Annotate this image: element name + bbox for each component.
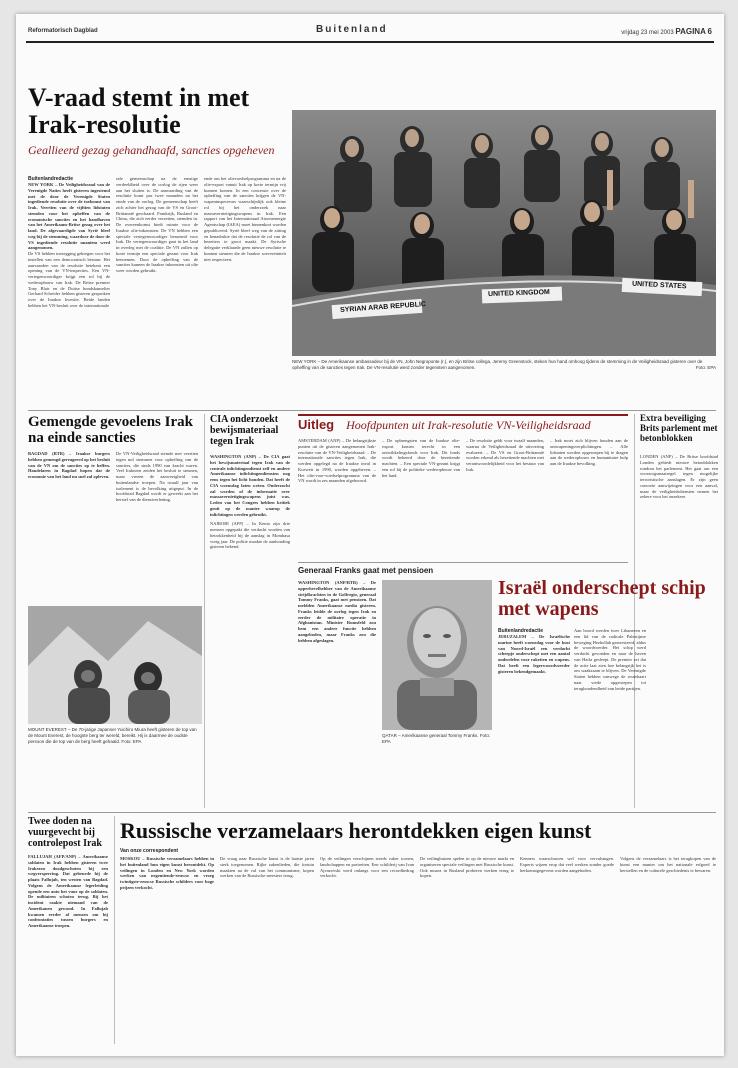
everest-photo-image bbox=[28, 606, 202, 724]
brits-headline: Extra beveiliging Brits parlement met betonblokken bbox=[640, 413, 718, 443]
security-council-photo-image bbox=[292, 110, 716, 356]
everest-photo bbox=[28, 606, 202, 724]
column-rule bbox=[204, 414, 205, 808]
photo-credit: Foto: EPA bbox=[695, 364, 716, 370]
section-title: Buitenland bbox=[316, 24, 388, 35]
everest-caption bbox=[28, 727, 202, 745]
lead-column-2 bbox=[116, 176, 198, 406]
russen-headline: Russische verzamelaars herontdekken eigen kunst bbox=[120, 818, 592, 843]
page-number: 6 bbox=[707, 27, 712, 36]
franks-photo-image bbox=[382, 580, 492, 730]
franks-photo bbox=[382, 580, 492, 730]
russen-text-5: Kenners waarschuwen wel voor vervalsingen. Experts wijzen erop dat veel werken zonder goede herkomstgegevens worden aangeboden. bbox=[520, 856, 614, 873]
everest-credit: Foto: EPA bbox=[121, 738, 142, 744]
lead-body-3: ende om het olievoedselprogramma en na de olie-export vanuit Irak op korte termijn vrij kunnen komen. In een concessie over de opheffing van de sancties krijgen de VN-wapeninspecteurs waarschijnlijk ook kleine rol bij het onderzoek naar massavernietigingswapens in Irak. Een rapport van het Internationaal Atoomenergie Agentschap (IAEA) moet binnenkort worden gepubliceerd. Syrië bleef weg van de zitting en benadrukte dat de resolutie de rol van de bezetters te groot maakt. De Syrische delegatie verklaarde geen nieuwe resolutie te kunnen steunen die de Iraakse soevereiniteit niet respecteert. bbox=[204, 176, 286, 262]
divider bbox=[28, 812, 716, 813]
franks-photo-caption bbox=[382, 733, 492, 745]
uitleg-text-4: – Irak moet zich blijven houden aan de ontwapeningsverplichtingen. – Alle lidstaten worden opgeroepen bij te dragen aan de wederopbouw en humanitaire hulp aan de Iraakse bevolking. bbox=[550, 438, 628, 466]
russen-column-6 bbox=[620, 856, 716, 1044]
gevoelens-column-1 bbox=[28, 451, 110, 599]
russen-text-4: De veilinghuizen spelen in op de nieuwe markt en organiseren speciale veilingen met Russische kunst. Ook musea in Rusland proberen werken terug te kopen. bbox=[420, 856, 514, 879]
israel-column-1 bbox=[498, 628, 570, 808]
everest-caption-text: MOUNT EVEREST – De 70-jarige Japanner Yuichiro Miura heeft gisteren de top van de Mount Everest, de hoogste berg ter wereld, bereikt. Hij is daarmee de oudste persoon die de top van de berg heeft gehaald. bbox=[28, 727, 197, 744]
russen-text-1: MOSKOU – Russische verzamelaars hebben in het buitenland hun eigen kunst herontdekt. Op veilingen in Londen en New York worden werken van negentiende-eeuwse en vroeg twintigste-eeuwse Russische schilders voor hoge prijzen verkocht. bbox=[120, 856, 214, 890]
doden-column bbox=[28, 854, 108, 1044]
russen-column-5 bbox=[520, 856, 614, 1044]
russen-column-2 bbox=[220, 856, 314, 1044]
brits-body: LONDEN (ANP) – De Britse hoofdstad Londen gebiedt nieuwe betonblokken rondom het parlement. Het gaat om een voorzorgsmaatregel tegen mogelijke terroristische aanslagen. Er zijn geen concrete aanwijzingen voor een aanval, maar de veiligheidsdiensten nemen het zekere voor het onzekere. bbox=[640, 454, 718, 500]
security-council-photo bbox=[292, 110, 716, 356]
photo-caption-text: NEW YORK – De Amerikaanse ambassadeur bij de VN, John Negroponte (r.), en zijn Britse collega, Jeremy Greenstock, steken hun hand omhoog tijdens de stemming in de Veiligheidsraad gisteren over de opheffing van de sancties tegen Irak. De VN-resolutie werd zonder tegenstem aangenomen. bbox=[292, 359, 703, 370]
russen-text-6: Volgens de verzamelaars is het terugkopen van de kunst een manier om het nationale erfgoed te herstellen en de culturele geschiedenis te bewaren. bbox=[620, 856, 716, 873]
russen-byline: Van onze correspondent bbox=[120, 848, 179, 854]
russen-column-1 bbox=[120, 856, 214, 1044]
franks-photo-credit: Foto: EPA bbox=[382, 733, 491, 744]
desk-label-us: UNITED STATES bbox=[631, 280, 687, 291]
lead-body-2: rale gemeenschap na de ernstige verdeeldheid over de oorlog de rijen weer aan het sluiten is. De aanvaarding van de resolutie komt pas twee maanden na het einde van de oorlog. De gemeenschap heeft zich achter het gezag van de VS en Groot-Brittannië geschaard. Frankrijk, Rusland en China, die zich eerder verzetten, stemden in. De overeenkomst biedt ruimte voor de Iraakse olie-inkomsten. De VN hebben een speciale vertegenwoordiger benoemd voor Irak. De vertegenwoordiger gaat in het land in overleg met de coalitie. De VN zullen op korte termijn een speciale gezant voor Irak benoemen. Door de opheffing van de sancties kunnen de Iraakse inkomsten uit olie weer worden gebruikt. bbox=[116, 176, 198, 273]
column-rule bbox=[114, 816, 115, 1044]
franks-headline: Generaal Franks gaat met pensioen bbox=[298, 566, 434, 575]
uitleg-tag: Uitleg bbox=[298, 417, 335, 432]
uitleg-text-3: – De resolutie geldt voor twaalf maanden, waarna de Veiligheidsraad de uitvoering evalueert. – De VS en Groot-Brittannië worden erkend als bezettende machten met verantwoordelijkheid voor het bestuur van Irak. bbox=[466, 438, 544, 472]
uitleg-column-2 bbox=[382, 438, 460, 558]
uitleg-column-4 bbox=[550, 438, 628, 558]
uitleg-column-1 bbox=[298, 438, 376, 558]
lead-column-1 bbox=[28, 176, 110, 406]
gevoelens-body: De VN-Veiligheidsraad stemde met veertien tegen nul stemmen voor opheffing van de sancties, die sinds 1990 van kracht waren. Veel Irakezen zeiden het besluit te steunen, maar vrezen de aanwezigheid van buitenlandse troepen. Na twaalf jaar van isolement is de bevolking uitgeput. In de hoofdstad Bagdad wordt er gewerkt aan het herstel van de dienstverlening. bbox=[116, 451, 198, 502]
uitleg-column-3 bbox=[466, 438, 544, 558]
israel-column-2 bbox=[574, 628, 646, 808]
uitleg-banner bbox=[298, 414, 628, 436]
lead-column-3 bbox=[204, 176, 286, 406]
desk-label-syria: SYRIAN ARAB REPUBLIC bbox=[339, 301, 427, 314]
gevoelens-headline: Gemengde gevoelens Irak na einde sancties bbox=[28, 414, 193, 447]
russen-text-2: De vraag naar Russische kunst is de laatste jaren sterk toegenomen. Rijke zakenlieden, die fortuin maakten na de val van het communisme, kopen werken van de Russische meesters terug. bbox=[220, 856, 314, 879]
cia-column bbox=[210, 454, 290, 754]
cia-body: WASHINGTON (ANP) – De CIA gaat het bewijsmateriaal tegen Irak van de centrale inlichtingendienst zelf en andere Amerikaanse inlichtingendiensten nog eens tegen het licht houden. Dat heeft de CIA woensdag laten weten. Onderzocht zal worden of de informatie over massavernietigingswapens juist was. Leden van het Congres hebben kritiek geuit op de manier waarop de inlichtingen werden gebruikt. bbox=[210, 454, 290, 517]
divider bbox=[298, 562, 628, 563]
date-and-page bbox=[621, 27, 712, 36]
doden-body: FALLUJAH (AFP/ANP) – Amerikaanse soldaten in Irak hebben gisteren twee Irakezen doodgeschoten bij een wegversperring. Dat gebeurde bij de plaats Fallujah, ten westen van Bagdad. Volgens de Amerikaanse legerleiding opende een auto het vuur op de soldaten. De militairen schoten terug. Bij het incident raakte niemand van de Amerikanen gewond. In Fallujah kwamen eerder al mensen om bij confrontaties tussen burgers en Amerikaanse troepen. bbox=[28, 854, 108, 928]
franks-body: WASHINGTON (ANP/RTR) – De opperbevelhebber van de Amerikaanse strijdkrachten in de Golfregio, generaal Tommy Franks, gaat met pensioen. Dat meldden Amerikaanse media gisteren. Franks leidde de oorlog tegen Irak en eerder de militaire operatie in Afghanistan. Minister Rumsfeld zou hem een andere functie hebben aangeboden, maar Franks zou die hebben afgeslagen. bbox=[298, 580, 376, 643]
nairobi-body: NAIROBI (AFP) – In Kenia zijn drie mensen opgepakt die verdacht worden van betrokkenheid bij de aanslag in Mombasa vorig jaar. De politie maakte de aanhouding gisteren bekend. bbox=[210, 521, 290, 550]
lead-byline: Buitenlandredactie bbox=[28, 176, 74, 182]
uitleg-title: Hoofdpunten uit Irak-resolutie VN-Veiligheidsraad bbox=[346, 418, 591, 432]
israel-body: Aan boord werden twee Libanezen en een lid van de radicale Palestijnse beweging Hezbollah gearresteerd, aldus de woordvoerder. Het schip werd verdacht gevonden en naar de haven van Haifa gesleept. De premier zei dat de actie laat zien hoe belangrijk het is om waakzaam te blijven. De Verenigde Staten hebben vanwege de routekaart naar vrede opgeroepen tot terughoudendheid van beide partijen. bbox=[574, 628, 646, 691]
lead-body-1: De VS hebben toezegging gekregen voor het instellen van een democratisch bestuur. Het aanvaarden van de resolutie betekent een opening van de VN-inspecties. Een VN-vertegenwoordiger krijgt een rol bij de wederopbouw van Irak. De Britse premier Tony Blair en de Duitse bondskanselier Gerhard Schröder hebben gisteren gesproken over de Iraakse kwestie. Beide landen hebben het VN-besluit over de internationale bbox=[28, 251, 110, 308]
date: vrijdag 23 mei 2003 bbox=[621, 30, 674, 36]
gevoelens-column-2 bbox=[116, 451, 198, 599]
israel-intro: JERUZALEM – De Israëlische marine heeft woensdag voor de kust van Noord-Israël een verdacht scheepje onderschept met een aantal onderdelen voor raketten en wapens. Dat heeft een legerwoordvoerder gisteren bekendgemaakt. bbox=[498, 634, 570, 674]
lead-subhead: Geallieerd gezag gehandhaafd, sancties opgeheven bbox=[28, 143, 275, 157]
lead-intro: NEW YORK – De Veiligheidsraad van de Verenigde Naties heeft gisteren ingestemd met de door de Verenigde Staten ingediende resolutie over de toekomst van Irak. Veertien van de vijftien lidstaten stemden voor het opheffen van de economische sancties en het handhaven van het Amerikaans-Britse gezag over het land. De afgevaardigde van Syrië bleef weg bij de stemming, waardoor de door de VS ingediende resolutie unaniem werd aangenomen. bbox=[28, 182, 110, 251]
brits-column bbox=[640, 454, 718, 594]
russen-text-3: Op de veilingen verschijnen steeds vaker iconen, landschappen en portretten. Een schilderij van Ivan Ajvazovski werd onlangs voor een recordbedrag verkocht. bbox=[320, 856, 414, 879]
header-rule bbox=[26, 41, 714, 43]
uitleg-text-1: AMSTERDAM (ANP) – De belangrijkste punten uit de gisteren aangenomen Irak-resolutie van de VN-Veiligheidsraad: – De internationale sancties tegen Irak, die werden opgelegd na de Iraakse inval in Koeweit in 1990, worden opgeheven. – Het olie-voor-voedselprogramma van de VN wordt in zes maanden afgebouwd. bbox=[298, 438, 376, 484]
russen-column-3 bbox=[320, 856, 414, 1044]
israel-headline: Israël onderschept schip met wapens bbox=[498, 577, 706, 620]
franks-photo-caption-text: QATAR – Amerikaanse generaal Tommy Franks. bbox=[382, 733, 479, 738]
franks-column bbox=[298, 580, 376, 800]
russen-column-4 bbox=[420, 856, 514, 1044]
uitleg-text-2: – De opbrengsten van de Iraakse olie-export komen terecht in een ontwikkelingsfonds voor Irak. Dit fonds wordt beheerd door de bezettende machten. – Een speciale VN-gezant krijgt een rol bij de politieke wederopbouw van het land. bbox=[382, 438, 460, 478]
doden-headline: Twee doden na vuurgevecht bij controlepost Irak bbox=[28, 816, 102, 849]
cia-headline: CIA onderzoekt bewijsmateriaal tegen Irak bbox=[210, 414, 279, 447]
newspaper-name: Reformatorisch Dagblad bbox=[28, 28, 98, 34]
newspaper-page bbox=[16, 14, 724, 1056]
page-label: PAGINA bbox=[675, 27, 706, 36]
lead-headline: V-raad stemt in met Irak-resolutie bbox=[28, 83, 250, 140]
israel-byline: Buitenlandredactie bbox=[498, 628, 544, 634]
desk-label-uk: UNITED KINGDOM bbox=[487, 288, 550, 299]
divider bbox=[28, 410, 716, 411]
gevoelens-intro: BAGDAD (RTR) – Iraakse burgers hebben gemengd gereageerd op het besluit van de VN om de sancties op te heffen. Handelaren in Bagdad hopen dat de economie van het land nu snel zal opleven. bbox=[28, 451, 110, 479]
photo-caption bbox=[292, 359, 716, 371]
